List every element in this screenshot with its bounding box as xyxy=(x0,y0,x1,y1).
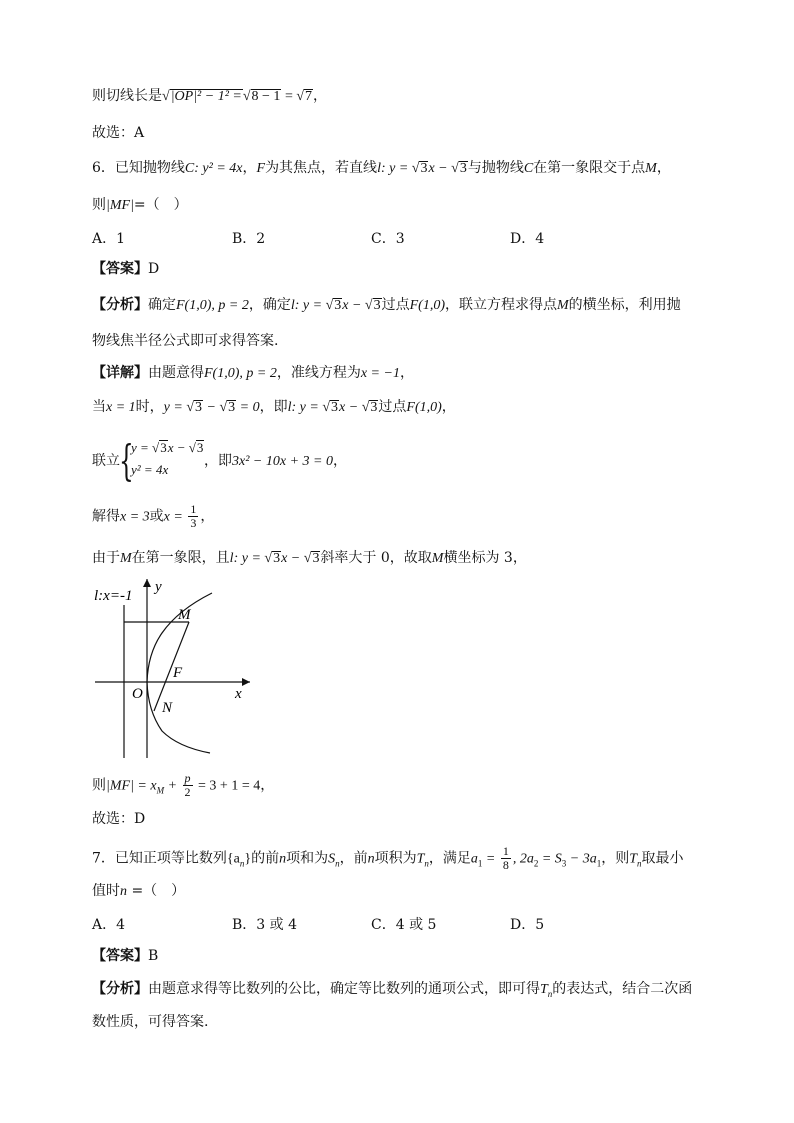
point-N-label: N xyxy=(162,700,173,716)
answer-choice-6: 故选：D xyxy=(92,811,146,827)
question-6-ask: 则|MF|=（ ） xyxy=(92,197,188,213)
directrix-label: l:x=-1 xyxy=(94,588,133,604)
x-axis-arrow xyxy=(242,678,250,686)
radicand-2: 8 − 1 xyxy=(251,89,281,104)
answer-6: 【答案】D xyxy=(92,261,160,277)
system-label: 联立 xyxy=(92,453,120,469)
option-c: C．3 xyxy=(371,231,405,247)
solution-line: 解得x = 3或x = $\frac{1}{3}$ ， xyxy=(92,502,215,530)
position-line: 由于M在第一象限，且l: y = √3x − √3斜率大于 0，故取M横坐标为 3， xyxy=(92,550,527,566)
radicand: |OP|² − 1² = xyxy=(170,89,242,104)
line-l xyxy=(154,622,189,711)
q7-option-b: B．3 或 4 xyxy=(232,917,298,933)
analysis-6-line1: 【分析】确定F(1,0), p = 2，确定l: y = √3x − √3过点F(1,0)，联立方程求得点M的横坐标，利用抛 xyxy=(92,297,681,313)
detail-6-line2: 当x = 1时，y = √3 − √3 = 0，即l: y = √3x − √3过点F(1,0)， xyxy=(92,399,456,415)
analysis-7-line1: 【分析】由题意求得等比数列的公比，确定等比数列的通项公式，即可得$T_n$的表达式，结合二次函 xyxy=(92,981,693,999)
answer-7: 【答案】B xyxy=(92,948,159,964)
tangent-length-line: 则切线长是√|OP|² − 1² =√8 − 1 = √7， xyxy=(92,88,328,104)
analysis-6-line2: 物线焦半径公式即可求得答案. xyxy=(92,333,279,349)
text: 则切线长是 xyxy=(92,88,162,104)
system-eq-1: y = √3x − √3 xyxy=(131,440,204,455)
option-a: A．1 xyxy=(92,231,126,247)
q7-option-c: C．4 或 5 xyxy=(371,917,437,933)
radicand-3: 7 xyxy=(305,89,313,104)
option-d: D．4 xyxy=(510,231,545,247)
mf-result-line: 则$|MF| = x_M$ + $\frac{p}{2}$ = 3 + 1 = 4， xyxy=(92,771,275,799)
question-7-ask: 值时n =（ ） xyxy=(92,883,186,899)
x-label: x xyxy=(235,686,242,702)
option-b: B．2 xyxy=(232,231,266,247)
system-result: ，即3x² − 10x + 3 = 0， xyxy=(204,453,347,469)
q7-option-a: A．4 xyxy=(92,917,126,933)
answer-choice-5: 故选：A xyxy=(92,125,145,141)
question-7-stem: 7．已知正项等比数列$\{a_n\}$的前n项和为$S_n$，前n项积为$T_n$，满足$a_1$ = $\frac{1}{8}$ , $2a_2 = S_3 - 3a_1$，则$T_n$取最小 xyxy=(92,844,684,872)
point-M-label: M xyxy=(178,607,191,623)
y-axis-arrow xyxy=(143,579,151,587)
q7-option-d: D．5 xyxy=(510,917,545,933)
system-brace: { xyxy=(119,436,134,485)
question-6-stem: 6．已知抛物线C: y² = 4x，F为其焦点，若直线l: y = √3x − √3与抛物线C在第一象限交于点M， xyxy=(92,160,671,176)
y-label: y xyxy=(155,579,162,595)
analysis-7-line2: 数性质，可得答案. xyxy=(92,1014,209,1030)
point-F-label: F xyxy=(173,665,183,681)
parabola-figure xyxy=(92,575,262,760)
detail-6-line1: 【详解】由题意得F(1,0), p = 2，准线方程为x = −1， xyxy=(92,365,414,381)
system-eq-2: y² = 4x xyxy=(131,462,169,477)
origin-label: O xyxy=(132,686,143,702)
